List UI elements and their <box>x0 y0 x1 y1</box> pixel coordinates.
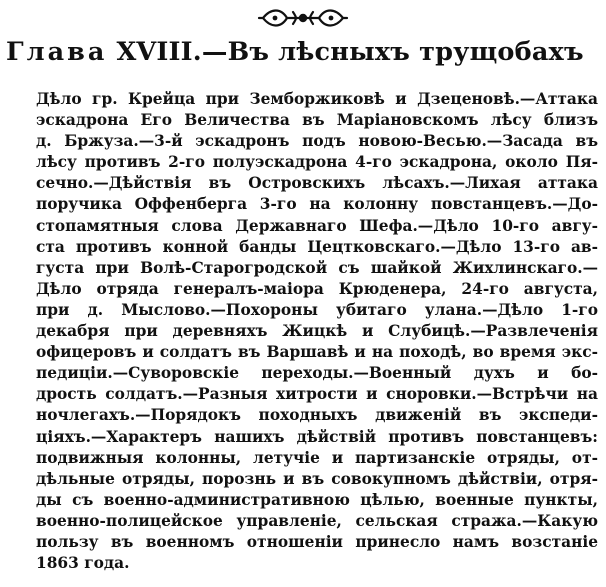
summary-line: 1863 года. <box>36 554 130 573</box>
summary-line: дѣльные отряды, порознь и въ совокупномъ дѣйствіи, отря- <box>36 469 598 488</box>
summary-line: лѣсу противъ 2-го полуэскадрона 4-го эскадрона, около Пя- <box>36 153 598 172</box>
summary-line: педиціи.—Суворовскіе переходы.—Военный духъ и бо- <box>36 364 598 383</box>
header-ornament <box>0 6 606 32</box>
summary-line: военно-полицейское управленіе, сельская стража.—Какую <box>36 511 598 530</box>
chapter-summary <box>36 89 598 574</box>
chapter-label: Глава <box>6 37 108 67</box>
summary-line: при д. Мыслово.—Похороны убитаго улана.—Дѣло 1-го <box>36 300 598 319</box>
summary-line: ночлегахъ.—Порядокъ походныхъ движеній въ экспеди- <box>36 406 598 425</box>
summary-line: пользу въ военномъ отношеніи принесло намъ возстаніе <box>36 532 598 551</box>
summary-line: д. Бржуза.—3-й эскадронъ подъ новою-Весью.—Засада въ <box>36 132 598 151</box>
summary-line: Дѣло гр. Крейца при Земборжиковѣ и Дзеценовѣ.—Аттака <box>36 90 598 108</box>
summary-line: дрость солдатъ.—Разныя хитрости и сноровки.—Встрѣчи на <box>36 385 598 404</box>
summary-line: декабря при деревняхъ Жицкѣ и Слубицѣ.—Развлеченія <box>36 322 598 341</box>
summary-line: Дѣло отряда генералъ-маіора Крюденера, 24-го августа, <box>36 279 598 298</box>
summary-line: стопамятныя слова Державнаго Шефа.—Дѣло 10-го авгу- <box>36 216 598 235</box>
summary-line: эскадрона Его Величества въ Маріановскомъ лѣсу близъ <box>36 111 598 130</box>
summary-line: ціяхъ.—Характеръ нашихъ дѣйствій противъ повстанцевъ: <box>36 427 598 446</box>
summary-line: густа при Волѣ-Старогродской съ шайкой Жихлинскаго.— <box>36 258 598 277</box>
summary-line: офицеровъ и солдатъ въ Варшавѣ и на походѣ, во время экс- <box>36 343 598 362</box>
summary-line: подвижныя колонны, летучіе и партизанскіе отряды, от- <box>36 448 598 467</box>
chapter-number: XVIII. <box>116 37 202 67</box>
chapter-heading: —Въ лѣсныхъ трущобахъ <box>201 37 584 67</box>
summary-line: ды съ военно-административною цѣлью, военные пункты, <box>36 490 598 509</box>
chapter-title <box>6 36 602 68</box>
summary-line: ста противъ конной банды Цецтковскаго.—Дѣло 13-го ав- <box>36 237 598 256</box>
summary-line: поручика Оффенберга 3-го на колонну повстанцевъ.—До- <box>36 195 598 214</box>
decorative-flourish-icon <box>257 6 349 30</box>
summary-line: сечно.—Дѣйствія въ Островскихъ лѣсахъ.—Лихая аттака <box>36 174 598 193</box>
